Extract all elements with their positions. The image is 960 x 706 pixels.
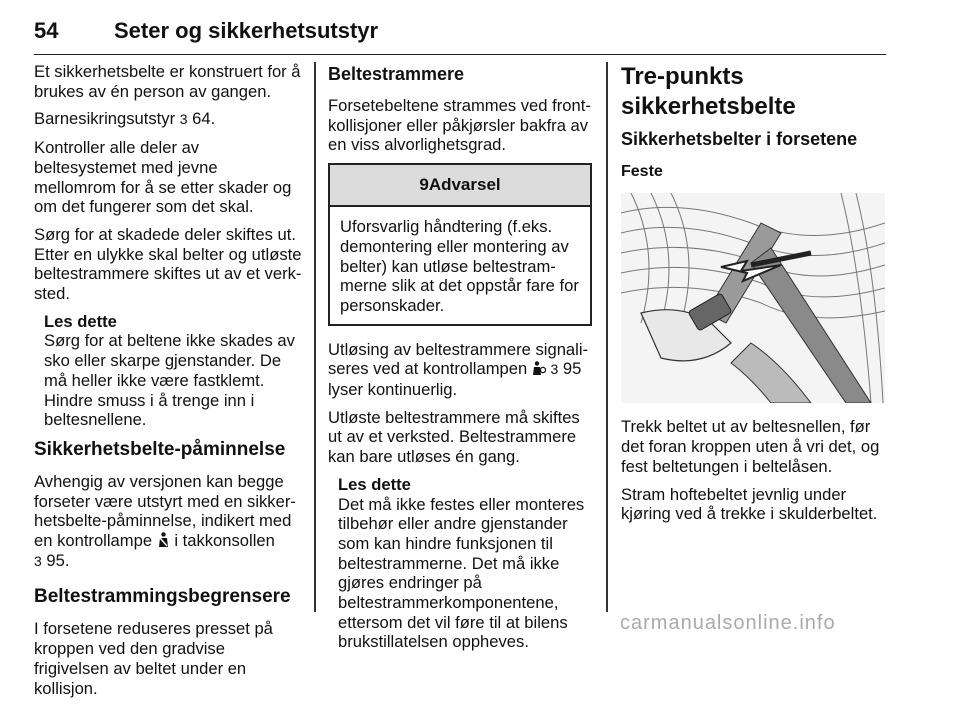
paragraph <box>34 472 302 572</box>
page-ref-arrow-icon: 3 <box>34 552 42 569</box>
paragraph: Et sikkerhetsbelte er konstruert for å brukes av én person av gangen. <box>34 62 301 101</box>
column-right <box>621 62 889 532</box>
subsection-heading: Sikkerhetsbelter i forsetene <box>621 129 858 149</box>
warning-triangle-icon: 9 <box>419 175 429 195</box>
page-number: 54 <box>34 18 59 43</box>
page-ref-arrow-icon: 3 <box>179 111 188 128</box>
column-left <box>34 62 302 706</box>
paragraph-text: Barnesikringsutstyr <box>34 109 176 129</box>
watermark: carmanualsonline.info <box>620 612 836 634</box>
seatbelt-reminder-icon <box>157 532 170 548</box>
column-divider <box>314 62 316 612</box>
paragraph: Utløste beltestrammere må skiftes ut av et verksted. Beltestrammere kan bare utløses én gang. <box>328 407 580 467</box>
column-middle <box>328 62 592 660</box>
paragraph-text: Utløsing av beltestrammere signaliseres ved at kontrollampen <box>328 339 589 379</box>
warning-header <box>330 165 590 207</box>
belt-pretensioner-lamp-icon <box>532 361 546 376</box>
paragraph: Kontroller alle deler av beltesystemet med jevne mellomrom for å se etter skader og om det fungerer som det skal. <box>34 138 292 217</box>
page-ref: 64. <box>192 109 216 129</box>
paragraph <box>34 109 302 130</box>
paragraph: Stram hoftebeltet jevnlig under kjøring ved å trekke i skulderbeltet. <box>621 484 878 524</box>
section-heading: Sikkerhetsbelte-påminnelse <box>34 438 286 460</box>
paragraph-text: lyser kontinuerlig. <box>328 380 458 400</box>
page-ref: 95. <box>46 550 70 570</box>
note <box>338 475 592 652</box>
section-heading: Beltestrammingsbegrensere <box>34 586 291 608</box>
paragraph-text: i takkonsollen <box>174 531 275 551</box>
warning-box <box>328 163 592 326</box>
note-label: Les dette <box>338 474 411 494</box>
chapter-title: Seter og sikkerhetsutstyr <box>114 18 379 43</box>
column-divider <box>606 62 608 612</box>
paragraph: I forsetene reduseres presset på kroppen ved den gradvise frigivelsen av beltet under en kollisjon. <box>34 619 273 698</box>
subsection-heading: Feste <box>621 162 663 180</box>
paragraph-text: Avhengig av versjonen kan begge forseter være utstyrt med en sikkerhetsbelte-påminnelse, indikert med en kontrollampe <box>34 471 296 551</box>
paragraph: Trekk beltet ut av beltesnellen, før det foran kroppen uten å vri det, og fest beltetungen i beltelåsen. <box>621 417 880 476</box>
section-heading: Tre-punkts sikkerhetsbelte <box>621 63 796 120</box>
seatbelt-fastening-illustration <box>621 193 885 403</box>
paragraph: Sørg for at skadede deler skiftes ut. Etter en ulykke skal belter og utløste beltestrammere skiftes ut av et verksted. <box>34 224 302 304</box>
section-heading: Beltestrammere <box>328 64 465 84</box>
note <box>44 312 302 430</box>
note-text: Det må ikke festes eller monteres tilbehør eller andre gjenstander som kan hindre funksjonen til beltestrammerne. Det må ikke gjøres endringer på beltestrammerkomponentene, ettersom det vil føre til at bilens brukstillatelsen oppheves. <box>338 494 585 652</box>
paragraph: Forsetebeltene strammes ved frontkollisjoner eller påkjørsler bakfra av en viss alvorlighetsgrad. <box>328 96 591 155</box>
paragraph <box>328 340 592 400</box>
note-label: Les dette <box>44 311 117 331</box>
warning-text: Uforsvarlig håndtering (f.eks. demontering eller montering av belter) kan utløse beltestrammerne slik at det oppstår fare for personskader. <box>340 217 579 315</box>
page-header <box>34 14 886 55</box>
warning-title: Advarsel <box>428 175 501 195</box>
note-text: Sørg for at beltene ikke skades av sko eller skarpe gjenstander. De må heller ikke være fastklemt. Hindre smuss i å trenge inn i beltesnellene. <box>44 331 295 430</box>
page-ref: 95 <box>562 359 582 379</box>
page-ref-arrow-icon: 3 <box>550 361 559 378</box>
